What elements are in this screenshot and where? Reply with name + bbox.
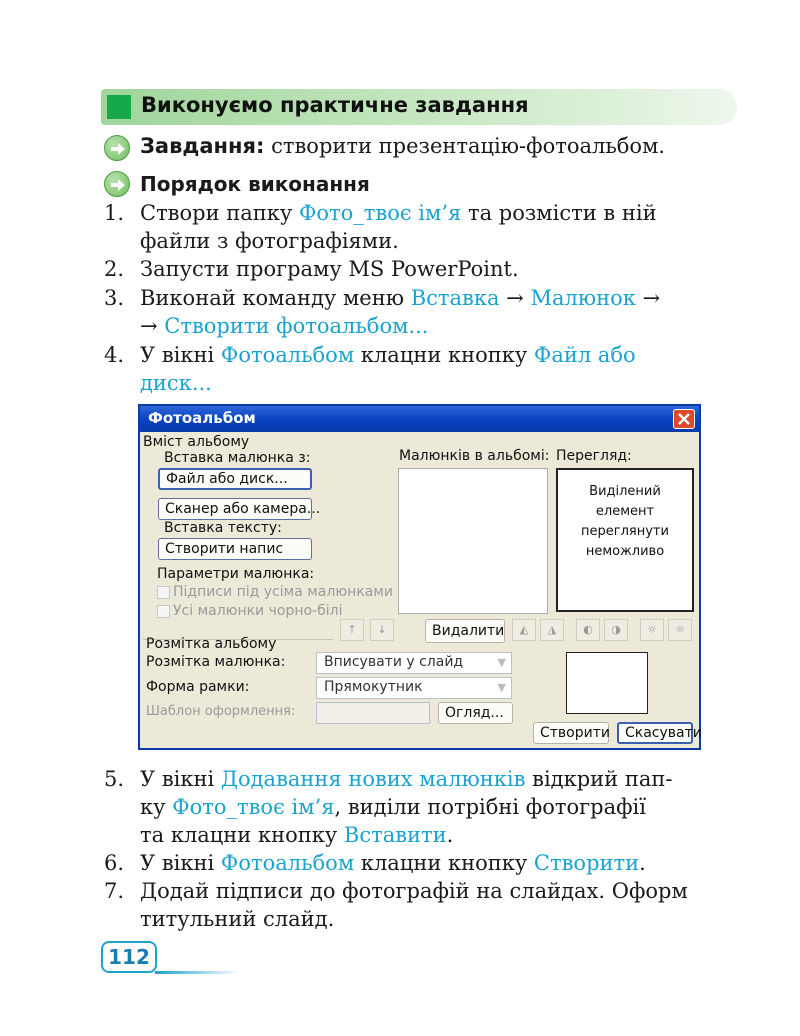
move-down-icon[interactable]: ↓ [370,619,394,641]
frame-shape-label: Форма рамки: [146,679,250,695]
step-5-line-3 [140,822,453,849]
green-square-icon [107,95,131,119]
page-number: 112 [101,941,157,973]
step-7-line-2: титульний слайд. [140,907,335,931]
step-4 [140,342,636,369]
step-2: Запусти програму MS PowerPoint. [140,257,519,281]
file-or-disk-button[interactable]: Файл або диск... [158,468,312,490]
step-highlight: Файл або [533,343,636,367]
chevron-down-icon: ▼ [497,681,506,694]
create-caption-button[interactable]: Створити напис [158,538,312,560]
insert-text-label: Вставка тексту: [164,520,282,536]
step-text: → [140,314,165,338]
step-highlight: Створити фотоальбом... [164,314,429,338]
brightness-up-icon[interactable]: ☼ [640,619,664,641]
scanner-or-camera-button[interactable]: Сканер або камера... [158,498,312,520]
preview-text-line: переглянути [581,524,669,539]
pictures-in-album-list[interactable] [398,468,548,614]
page-number-underline [155,971,240,974]
browse-button[interactable]: Огляд... [438,702,513,724]
step-text: → [499,286,531,310]
step-highlight: Додавання нових малюнків [220,767,526,791]
step-4-line-2: диск... [140,371,212,395]
task-line [140,133,665,160]
step-number: 5. [104,767,125,791]
all-black-white-label: Усі малюнки чорно-білі [173,603,343,619]
step-text: Створи папку [140,201,299,225]
chevron-down-icon: ▼ [497,656,506,669]
remove-button[interactable]: Видалити [425,619,505,643]
frame-shape-select[interactable] [316,677,512,699]
layout-preview [566,652,648,714]
step-highlight: Фотоальбом [220,851,355,875]
step-number: 7. [104,879,125,903]
step-number: 3. [104,286,125,310]
step-highlight: Фото_твоє ім’я [172,795,335,819]
frame-shape-value: Прямокутник [324,679,423,695]
task-text: створити презентацію-фотоальбом. [264,134,666,158]
step-6 [140,850,646,877]
step-highlight: Фото_твоє ім’я [298,201,462,225]
album-layout-label: Розмітка альбому [146,636,277,652]
rotate-left-icon[interactable]: ◭ [512,619,536,641]
step-text: У вікні [140,851,221,875]
step-text: . [446,823,454,847]
step-text: відкрий пап- [525,767,673,791]
design-template-label: Шаблон оформлення: [146,704,296,719]
preview-text-line: Виділений [589,484,661,499]
picture-options-label: Параметри малюнка: [157,566,315,582]
insert-picture-from-label: Вставка малюнка з: [164,450,311,466]
preview-label: Перегляд: [556,448,632,464]
black-white-checkbox[interactable] [157,605,170,618]
step-number: 4. [104,343,125,367]
step-text: клацни кнопку [354,851,534,875]
contrast-down-icon[interactable]: ◑ [604,619,628,641]
brightness-down-icon[interactable]: ☼ [668,619,692,641]
step-1-line-2: файли з фотографіями. [140,229,399,253]
step-text: , виділи потрібні фотографії [334,795,646,819]
step-number: 6. [104,851,125,875]
step-text: → [635,286,661,310]
picture-layout-label: Розмітка малюнка: [146,654,286,670]
step-highlight: Вставка [410,286,500,310]
cancel-button[interactable]: Скасувати [617,722,693,744]
step-3 [140,285,660,312]
pictures-in-album-label: Малюнків в альбомі: [399,448,550,464]
preview-text-line: неможливо [585,544,665,559]
step-highlight: Вставити [343,823,447,847]
step-number: 1. [104,201,125,225]
album-content-label: Вміст альбому [143,434,250,450]
step-5-line-2 [140,794,646,821]
dialog-title: Фотоальбом [148,409,256,427]
step-text: У вікні [140,343,221,367]
step-text: клацни кнопку [354,343,534,367]
photo-album-dialog [138,404,701,750]
design-template-field[interactable] [316,702,430,724]
captions-below-all-label: Підписи під усіма малюнками [173,584,393,600]
close-button[interactable] [673,409,695,429]
section-title: Виконуємо практичне завдання [141,93,529,117]
step-3-line-2 [140,313,428,340]
step-highlight: Фотоальбом [220,343,355,367]
section-header [101,89,737,125]
preview-text-line: елемент [595,504,655,519]
rotate-right-icon[interactable]: ◮ [540,619,564,641]
step-text: та клацни кнопку [140,823,344,847]
move-up-icon[interactable]: ↑ [340,619,364,641]
step-5 [140,766,672,793]
task-label: Завдання: [140,134,265,158]
step-number: 2. [104,257,125,281]
step-text: та розмісти в ній [461,201,657,225]
create-button[interactable]: Створити [533,722,609,744]
step-text: У вікні [140,767,221,791]
step-text: Виконай команду меню [140,286,411,310]
preview-box [556,468,694,612]
close-icon [678,413,690,425]
picture-layout-value: Вписувати у слайд [324,654,464,670]
contrast-up-icon[interactable]: ◐ [576,619,600,641]
step-text: ку [140,795,173,819]
arrow-right-icon [104,135,130,161]
procedure-title: Порядок виконання [140,172,370,196]
step-7: Додай підписи до фотографій на слайдах. Оформ [140,879,688,903]
picture-layout-select[interactable] [316,652,512,674]
step-highlight: Малюнок [530,286,636,310]
step-highlight: Створити [533,851,640,875]
step-1 [140,200,657,227]
dialog-titlebar [140,406,699,432]
arrow-right-icon [104,171,130,197]
step-text: . [639,851,646,875]
captions-checkbox[interactable] [157,586,170,599]
